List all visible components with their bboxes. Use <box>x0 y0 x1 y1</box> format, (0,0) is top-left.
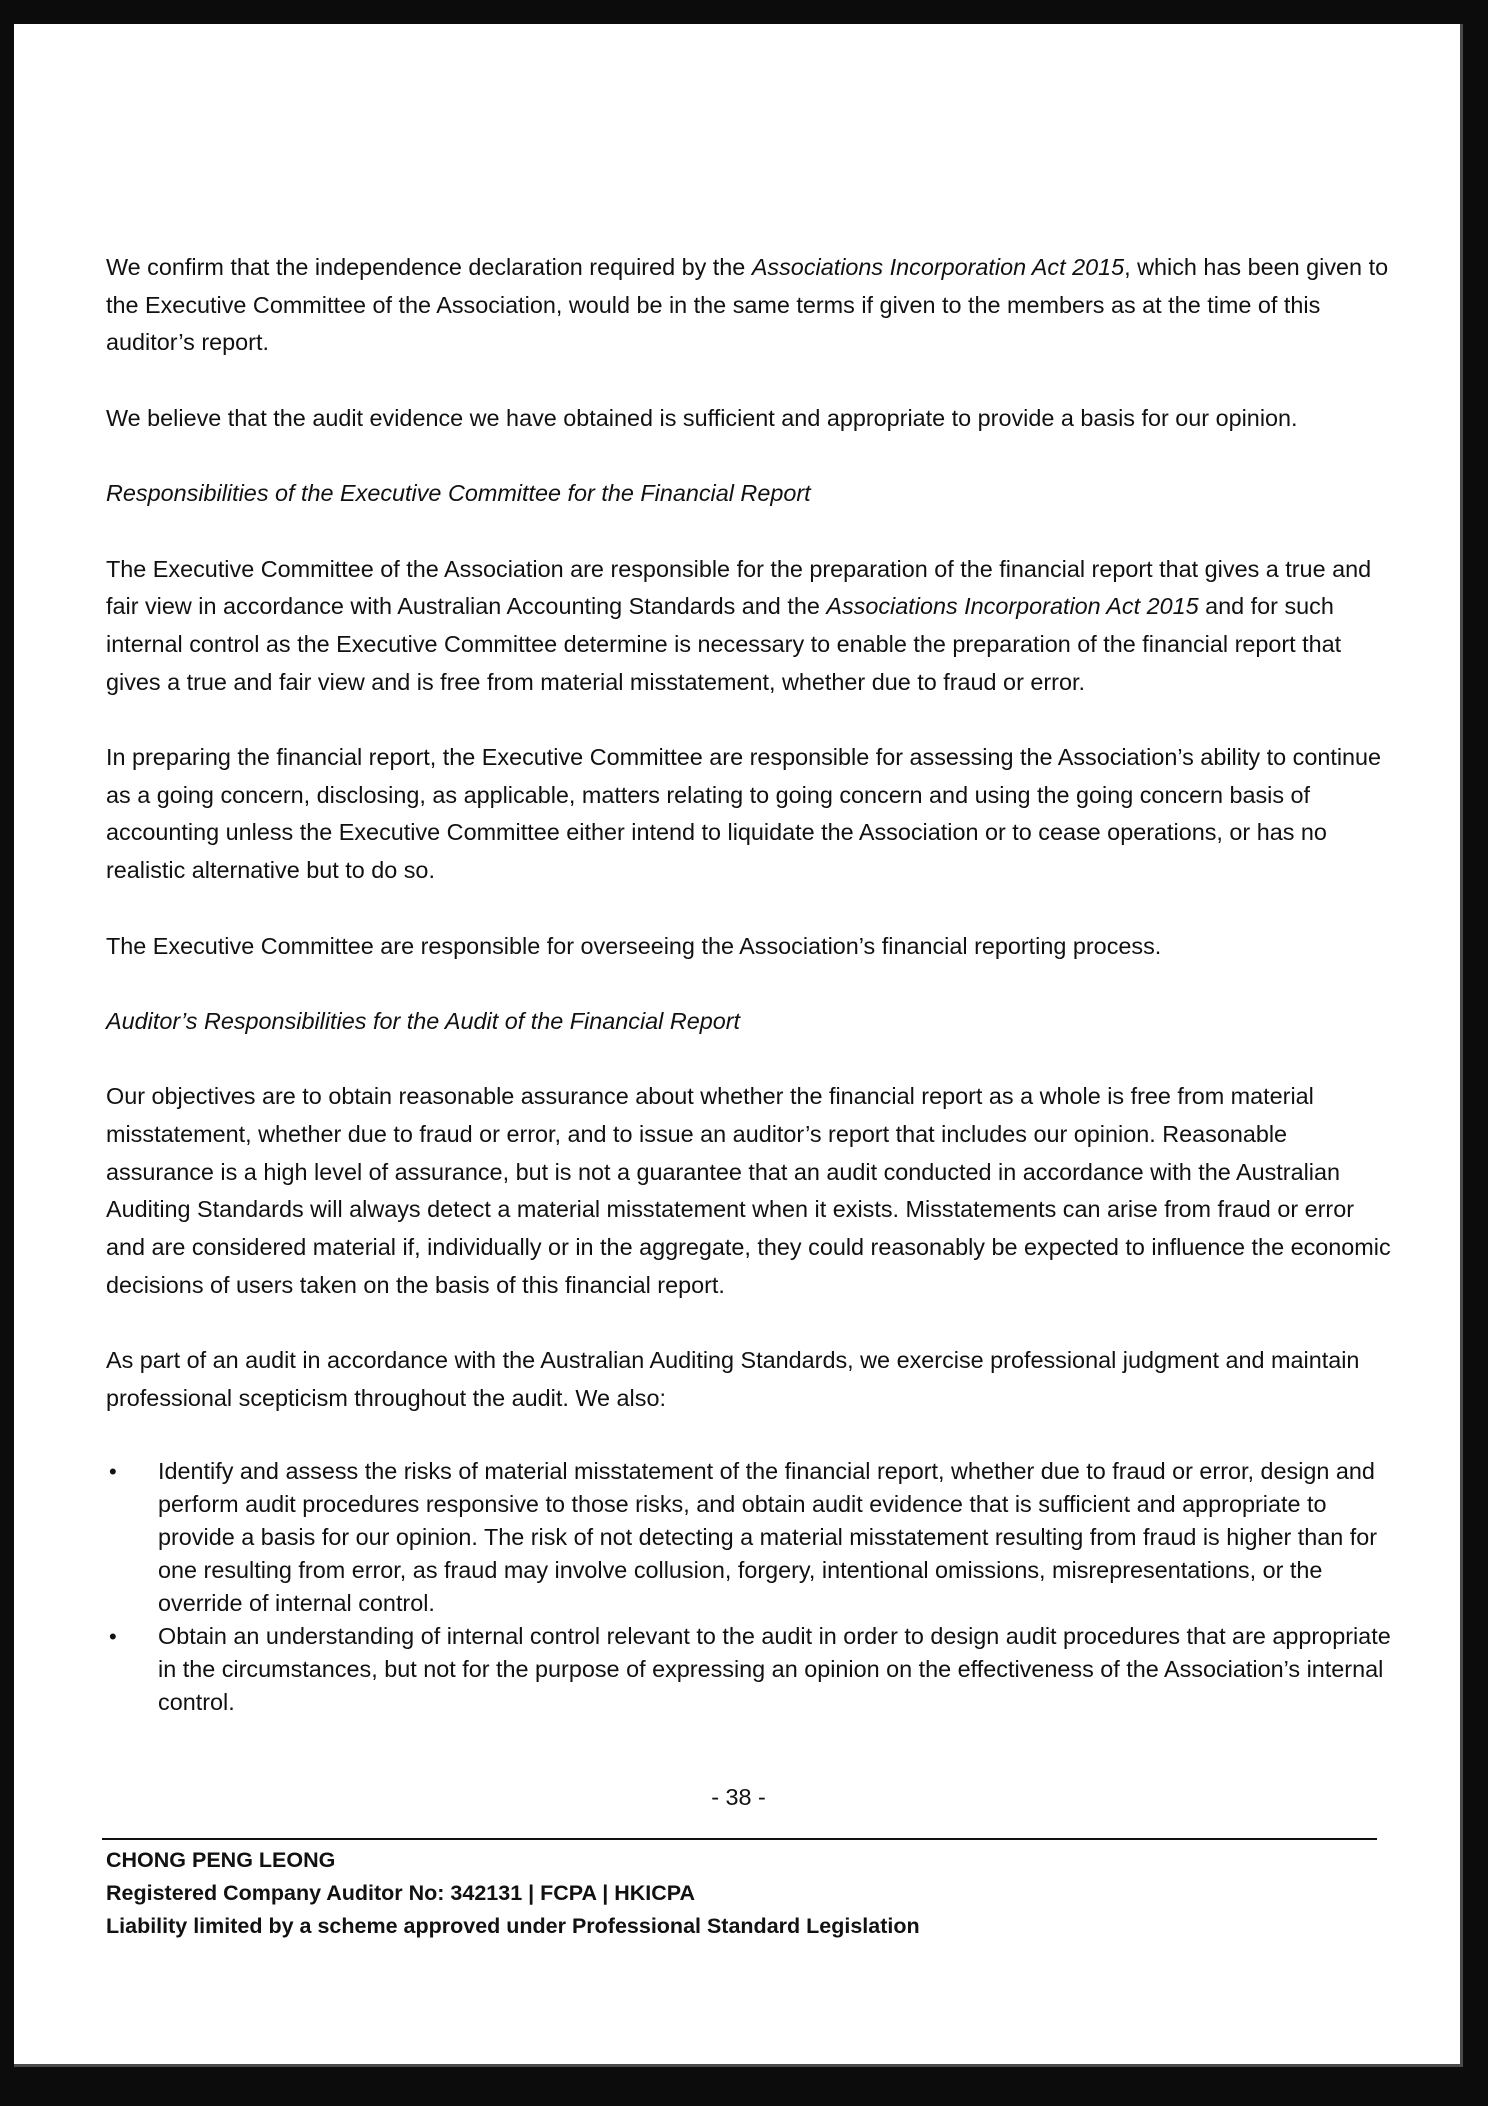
committee-text-start: The Executive Committee of the Association are responsible for the preparation of the financial report that gives a true and fair view in accordance with Australian Accounting Standards and the <box>106 555 1372 620</box>
list-item <box>106 1455 1396 1620</box>
list-item-text: Obtain an understanding of internal control relevant to the audit in order to design audit procedures that are appropriate in the circumstances, but not for the purpose of expressing an opinion on the effectiveness of the Association’s internal control. <box>158 1623 1391 1716</box>
objectives-paragraph: Our objectives are to obtain reasonable assurance about whether the financial report as a whole is free from material misstatement, whether due to fraud or error, and to issue an auditor’s report that includes our opinion. Reasonable assurance is a high level of assurance, but is not a guarantee that an audit conducted in accordance with the Australian Auditing Standards will always detect a material misstatement when it exists. Misstatements can arise from fraud or error and are considered material if, individually or in the aggregate, they could reasonably be expected to influence the economic decisions of users taken on the basis of this financial report. <box>106 1083 1391 1298</box>
act-title: Associations Incorporation Act 2015 <box>751 254 1125 280</box>
independence-text-end: , which has been given to the Executive Committee of the Association, would be in the same terms if given to the members as at the time of this auditor’s report. <box>106 254 1389 356</box>
body-content <box>106 249 1396 1719</box>
committee-responsibility-paragraph <box>106 551 1396 702</box>
act-title: Associations Incorporation Act 2015 <box>826 593 1199 620</box>
committee-text-end: and for such internal control as the Executive Committee determine is necessary to enable the preparation of the financial report that gives a true and fair view and is free from material misstatement, whether due to fraud or error. <box>106 593 1342 695</box>
page-number: - 38 - <box>711 1784 766 1810</box>
list-item-text: Identify and assess the risks of material misstatement of the financial report, whether due to fraud or error, design and perform audit procedures responsive to those risks, and obtain audit evidence that is sufficient and appropriate to provide a basis for our opinion. The risk of not detecting a material misstatement resulting from fraud is higher than for one resulting from error, as fraud may involve collusion, forgery, intentional omissions, misrepresentations, or the override of internal control. <box>158 1458 1378 1617</box>
independence-paragraph <box>106 249 1396 362</box>
independence-text-start: We confirm that the independence declaration required by the <box>106 254 752 280</box>
footer-divider <box>102 1838 1377 1840</box>
section-heading-auditor: Auditor’s Responsibilities for the Audit of the Financial Report <box>106 1007 741 1034</box>
footer <box>106 1844 1306 1943</box>
going-concern-paragraph: In preparing the financial report, the Executive Committee are responsible for assessing the Association’s ability to continue as a going concern, disclosing, as applicable, matters relating to going concern and using the going concern basis of accounting unless the Executive Committee either intend to liquidate the Association or to cease operations, or has no realistic alternative but to do so. <box>106 744 1382 884</box>
list-item <box>106 1620 1396 1719</box>
liability-statement: Liability limited by a scheme approved under Professional Standard Legislation <box>106 1914 920 1938</box>
audit-procedures-list <box>106 1455 1396 1719</box>
oversight-paragraph: The Executive Committee are responsible for overseeing the Association’s financial reporting process. <box>106 932 1162 959</box>
auditor-name: CHONG PENG LEONG <box>106 1848 336 1872</box>
section-heading-committee: Responsibilities of the Executive Committee for the Financial Report <box>106 480 811 507</box>
document-page <box>14 24 1463 2067</box>
evidence-paragraph: We believe that the audit evidence we have obtained is sufficient and appropriate to provide a basis for our opinion. <box>106 404 1298 431</box>
auditor-registration: Registered Company Auditor No: 342131 | FCPA | HKICPA <box>106 1881 696 1905</box>
bullet-icon: • <box>109 1624 117 1650</box>
bullet-icon: • <box>109 1459 117 1485</box>
audit-approach-paragraph: As part of an audit in accordance with the Australian Auditing Standards, we exercise professional judgment and maintain professional scepticism throughout the audit. We also: <box>106 1347 1360 1411</box>
